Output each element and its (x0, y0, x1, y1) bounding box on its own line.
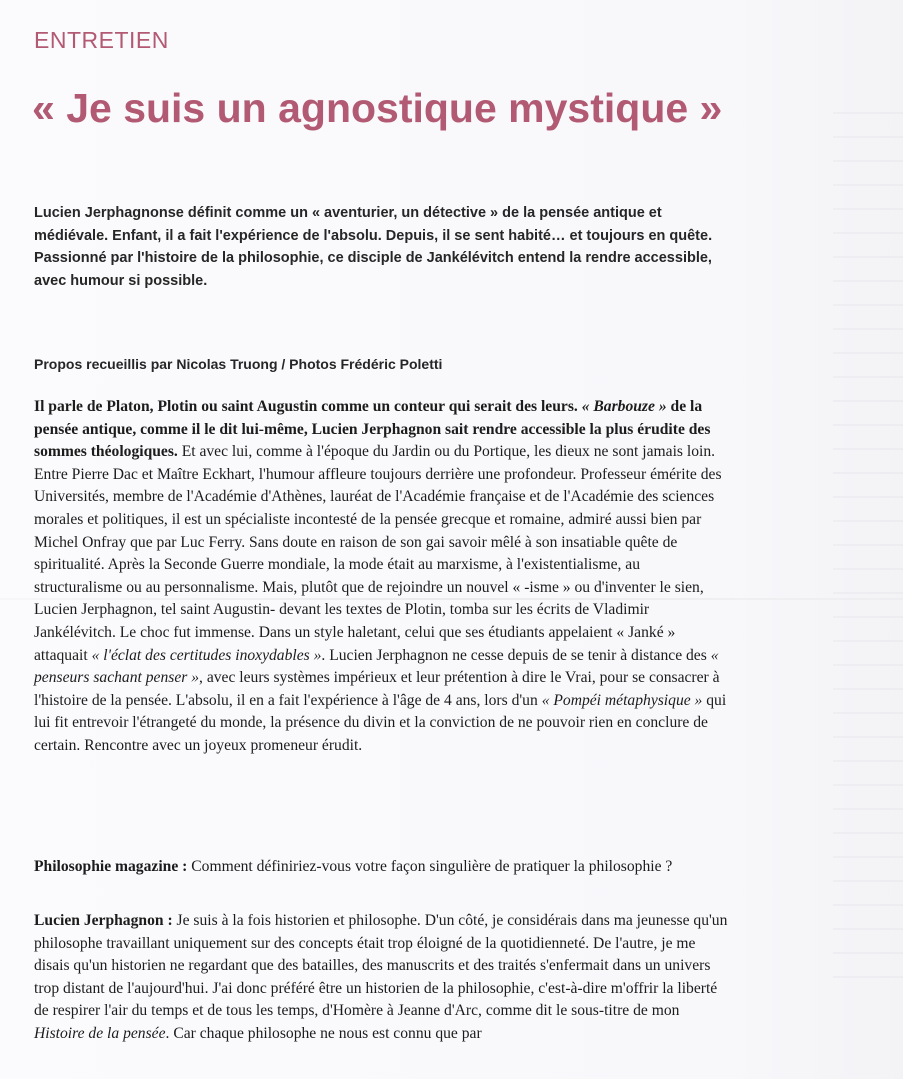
article-title: « Je suis un agnostique mystique » (32, 85, 723, 131)
intro-italic-3: « Pompéi métaphysique » (541, 691, 703, 709)
speaker-interviewee: Lucien Jerphagnon : (34, 912, 173, 929)
answer-1-book-title: Histoire de la pensée (34, 1024, 166, 1042)
bleed-through-margin (833, 90, 903, 990)
answer-1 (34, 910, 728, 1046)
intro-text-4: qui lui fit entrevoir l'étrangeté du monde, la présence du divin et la conviction de ne pouvoir rien en conclure de certain. Rencontre avec un joyeux promeneur érudit. (34, 691, 727, 754)
intro-text-2: . Lucien Jerphagnon ne cesse depuis de se tenir à distance des (321, 646, 711, 664)
answer-1-text-after: . Car chaque philosophe ne nous est connu que par (165, 1024, 482, 1042)
intro-text-1: Et avec lui, comme à l'époque du Jardin ou du Portique, les dieux ne sont jamais loin. Entre Pierre Dac et Maître Eckhart, l'humour affleure toujours derrière une profondeur. Professeur émérite des Universités, membre de l'Académie d'Athènes, lauréat de l'Académie française et de l'Académie des sciences morales et politiques, il est un spécialiste incontesté de la pensée grecque et romaine, admiré aussi bien par Michel Onfray que par Luc Ferry. Sans doute en raison de son gai savoir mêlé à son insatiable quête de spiritualité. Après la Seconde Guerre mondiale, la mode était au marxisme, à l'existentialisme, au structuralisme ou au personnalisme. Mais, plutôt que de rejoindre un nouvel « -isme » ou d'inventer le sien, Lucien Jerphagnon, tel saint Augustin- devant les textes de Plotin, tomba sur les écrits de Vladimir Jankélévitch. Le choc fut immense. Dans un style haletant, celui que ses étudiants appelaient « Janké » attaquait (34, 443, 722, 664)
answer-1-text: Je suis à la fois historien et philosophe. D'un côté, je considérais dans ma jeunesse qu'un philosophe travaillant uniquement sur des concepts était trop éloigné de la quotidienneté. De l'autre, je me disais qu'un historien ne regardant que des batailles, des manuscrits et des traités s'enfermait dans un univers trop distant de l'aujourd'hui. J'ai donc préféré être un historien de la philosophie, c'est-à-dire m'offrir la liberté de respirer l'air du temps et de tous les temps, d'Homère à Jeanne d'Arc, comme dit le sous-titre de mon (34, 912, 728, 1020)
section-kicker: ENTRETIEN (34, 27, 169, 53)
question-1 (34, 856, 728, 879)
intro-bold-italic-1: « Barbouze » (581, 398, 667, 415)
article-intro (34, 396, 728, 758)
intro-italic-2: « penseurs sachant penser » (34, 646, 719, 687)
article-credits: Propos recueillis par Nicolas Truong / Photos Frédéric Poletti (34, 356, 443, 372)
question-1-text: Comment définiriez-vous votre façon singulière de pratiquer la philosophie ? (187, 858, 673, 875)
intro-bold-1: Il parle de Platon, Plotin ou saint Augustin comme un conteur qui serait des leurs. (34, 398, 582, 415)
intro-italic-1: « l'éclat des certitudes inoxydables » (91, 646, 322, 664)
intro-text-3: , avec leurs systèmes impérieux et leur prétention à dire le Vrai, pour se consacrer à l'histoire de la pensée. L'absolu, il en a fait l'expérience à l'âge de 4 ans, lors d'un (34, 669, 720, 709)
article-lede: Lucien Jerphagnonse définit comme un « aventurier, un détective » de la pensée antique et médiévale. Enfant, il a fait l'expérience de l'absolu. Depuis, il se sent habité… et toujours en quête. Passionné par l'histoire de la philosophie, ce disciple de Jankélévitch entend la rendre accessible, avec humour si possible. (34, 205, 713, 289)
intro-bold-2: de la pensée antique, comme il le dit lui-même, Lucien Jerphagnon sait rendre accessible la plus érudite des sommes théologiques. (34, 398, 711, 461)
speaker-interviewer: Philosophie magazine : (34, 858, 188, 875)
